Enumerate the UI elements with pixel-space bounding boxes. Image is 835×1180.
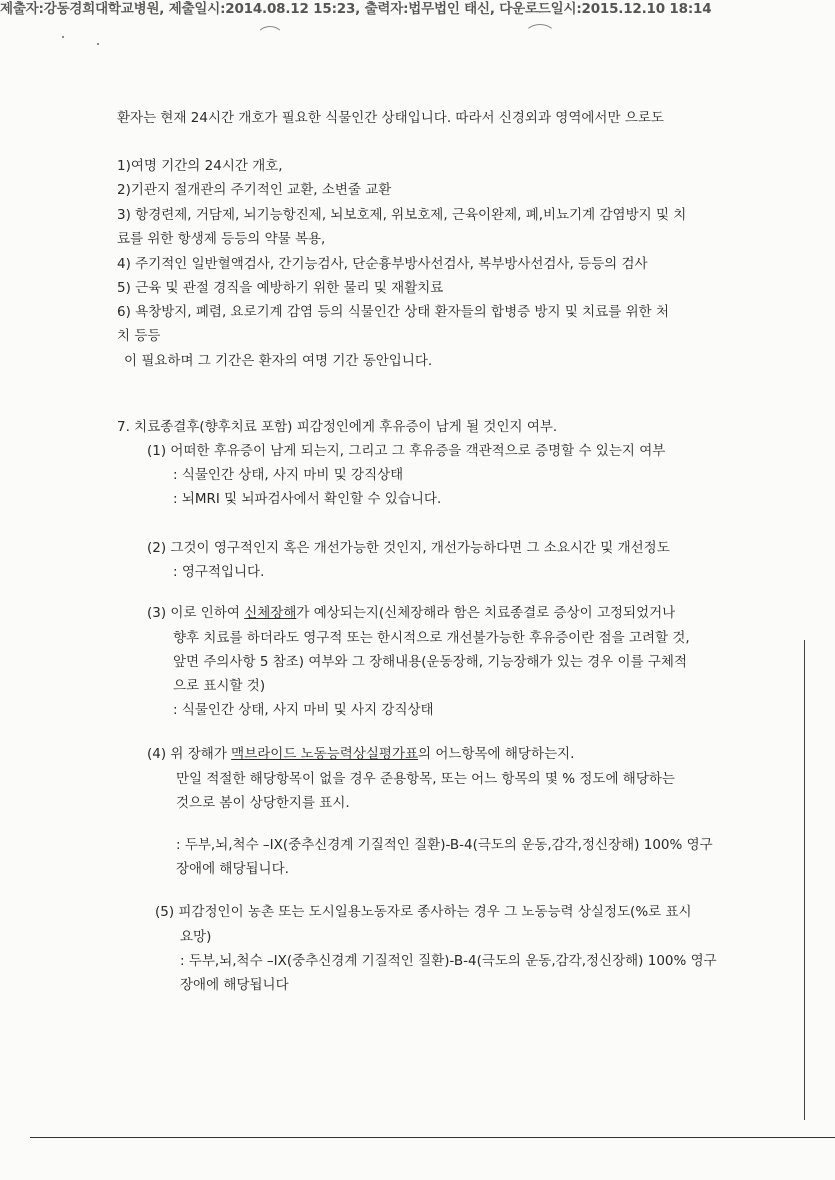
q4-prefix: (4) 위 장해가 (147, 746, 232, 762)
q1-question: (1) 어떠한 후유증이 남게 되는지, 그리고 그 후유증을 객관적으로 증명할 수 있는지 여부 (147, 443, 666, 459)
scan-speck (97, 43, 99, 45)
care-item: 5) 근육 및 관절 경직을 예방하기 위한 물리 및 재활치료 (117, 280, 444, 296)
q4-line: 만일 적절한 해당항목이 없을 경우 준용항목, 또는 어느 항목의 몇 % 정도에 해당하는 (176, 771, 675, 787)
q4-answer: 장애에 해당됩니다. (176, 861, 289, 877)
q2-answer: : 영구적입니다. (173, 564, 265, 580)
margin-line (804, 640, 805, 1120)
q3-line: 향후 치료를 하더라도 영구적 또는 한시적으로 개선불가능한 후유증이란 점을 고려할 것, (173, 630, 690, 646)
q2-question: (2) 그것이 영구적인지 혹은 개선가능한 것인지, 개선가능하다면 그 소요시간 및 개선정도 (147, 540, 670, 556)
scan-mark (256, 26, 284, 50)
scan-speck (62, 36, 64, 38)
q3-line (147, 603, 675, 623)
q4-answer: : 두부,뇌,척수 –IX(중추신경계 기질적인 질환)-B-4(극도의 운동,감각,정신장해) 100% 영구 (176, 837, 713, 853)
q5-question: (5) 피감정인이 농촌 또는 도시일용노동자로 종사하는 경우 그 노동능력 상실정도(%로 표시 (155, 904, 692, 920)
care-item: 료를 위한 항생제 등등의 약물 복용, (117, 231, 326, 247)
care-item: 치 등등 (117, 328, 161, 344)
q3-underlined-term: 신체장해 (244, 605, 297, 621)
care-item: 3) 항경련제, 거담제, 뇌기능항진제, 뇌보호제, 위보호제, 근육이완제, 폐,비뇨기계 감염방지 및 치 (117, 207, 687, 223)
submission-stamp: 제출자:강동경희대학교병원, 제출일시:2014.08.12 15:23, 출력자:법무법인 태신, 다운로드일시:2015.12.10 18:14 (0, 1, 712, 17)
q3-rest: 가 예상되는지(신체장해라 함은 치료종결로 증상이 고정되었거나 (296, 605, 676, 621)
q4-line: 것으로 봄이 상당한지를 표시. (176, 795, 350, 811)
q4-line (147, 744, 574, 764)
q3-line: 앞면 주의사항 5 참조) 여부와 그 장해내용(운동장해, 기능장해가 있는 경우 이를 구체적 (173, 654, 688, 670)
q5-line: 요망) (180, 929, 212, 945)
q3-answer: : 식물인간 상태, 사지 마비 및 사지 강직상태 (173, 702, 434, 718)
q1-answer: : 식물인간 상태, 사지 마비 및 강직상태 (173, 467, 404, 483)
q5-answer: 장애에 해당됩니다 (180, 977, 289, 993)
intro-text: 환자는 현재 24시간 개호가 필요한 식물인간 상태입니다. 따라서 신경외과 영역에서만 으로도 (117, 110, 664, 126)
q4-rest: 의 어느항목에 해당하는지. (418, 746, 575, 762)
q3-line: 으로 표시할 것) (173, 678, 266, 694)
q1-answer: : 뇌MRI 및 뇌파검사에서 확인할 수 있습니다. (173, 491, 442, 507)
care-conclusion: 이 필요하며 그 기간은 환자의 여명 기간 동안입니다. (124, 353, 433, 369)
footer-line (30, 1137, 835, 1138)
care-item: 6) 욕창방지, 폐렴, 요로기계 감염 등의 식물인간 상태 환자들의 합병증 방지 및 치료를 위한 처 (117, 304, 669, 320)
care-item: 2)기관지 절개관의 주기적인 교환, 소변줄 교환 (117, 182, 392, 198)
scan-mark (524, 24, 556, 48)
q3-prefix: (3) 이로 인하여 (147, 605, 245, 621)
section7-heading: 7. 치료종결후(향후치료 포함) 피감정인에게 후유증이 남게 될 것인지 여부. (117, 419, 558, 435)
care-item: 4) 주기적인 일반혈액검사, 간기능검사, 단순흉부방사선검사, 복부방사선검사, 등등의 검사 (117, 256, 648, 272)
care-item: 1)여명 기간의 24시간 개호, (117, 158, 283, 174)
q5-answer: : 두부,뇌,척수 –IX(중추신경계 기질적인 질환)-B-4(극도의 운동,감각,정신장해) 100% 영구 (180, 953, 717, 969)
q4-underlined-term: 맥브라이드 노동능력상실평가표 (231, 746, 419, 762)
